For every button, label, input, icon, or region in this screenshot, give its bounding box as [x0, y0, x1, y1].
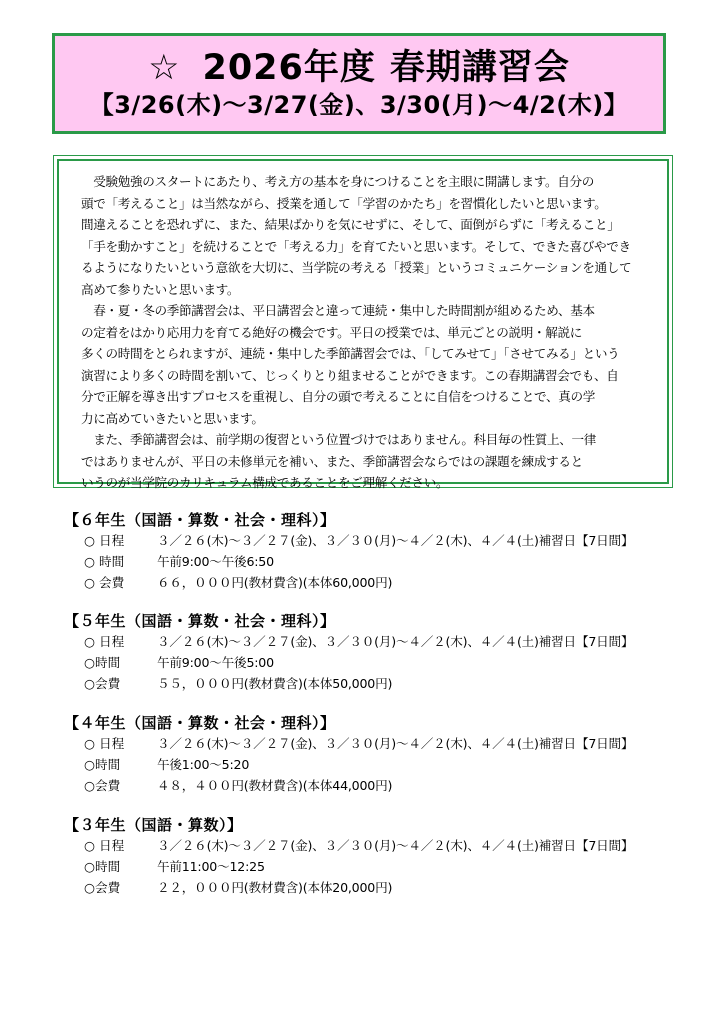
- intro-line: 間違えることを恐れずに、また、結果ばかりを気にせずに、そして、面倒がらずに「考えること」: [81, 217, 620, 232]
- intro-line: の定着をはかり応用力を育てる絶好の機会です。平日の授業では、単元ごとの説明・解説に: [81, 324, 582, 340]
- row-value: 午後1:00～5:20: [157, 757, 250, 772]
- schedule-row: [64, 733, 684, 754]
- intro-line: 演習により多くの時間を割いて、じっくりとり組ませることができます。この春期講習会でも、自: [81, 367, 619, 383]
- intro-line: 多くの時間をとられますが、連続・集中した季節講習会では、「してみせて」「させてみる」という: [81, 346, 620, 361]
- intro-line: 分で正解を導き出すプロセスを重視し、自分の頭で考えることに自信をつけることで、真の学: [81, 389, 595, 404]
- intro-line: また、季節講習会は、前学期の復習という位置づけではありません。科目毎の性質上、一律: [81, 432, 596, 447]
- intro-box: [53, 155, 673, 488]
- intro-line: 受験勉強のスタートにあたり、考え方の基本を身につけることを主眼に開講します。自分の: [81, 174, 594, 189]
- row-value: 午前9:00～午後5:00: [157, 655, 274, 670]
- row-label: ○会費: [84, 778, 121, 793]
- row-value: ３／２６(木)～３／２７(金)、３／３０(月)～４／２(木)、４／４(土)補習日【7日間】: [157, 736, 634, 751]
- row-label: ○時間: [84, 757, 121, 772]
- title-dates: 【3/26(木)～3/27(金)、3/30(月)～4/2(木)】: [89, 91, 629, 119]
- row-value: ３／２６(木)～３／２７(金)、３／３０(月)～４／２(木)、４／４(土)補習日【7日間】: [157, 533, 634, 548]
- row-label: ○時間: [84, 859, 121, 874]
- row-label: ○ 時間: [84, 554, 125, 569]
- row-label: ○ 日程: [84, 634, 125, 649]
- fee-row: [64, 572, 684, 593]
- row-value: ３／２６(木)～３／２７(金)、３／３０(月)～４／２(木)、４／４(土)補習日【7日間】: [157, 634, 634, 649]
- intro-text: [57, 159, 669, 490]
- fee-row: [64, 775, 684, 796]
- row-value: ３／２６(木)～３／２７(金)、３／３０(月)～４／２(木)、４／４(土)補習日【7日間】: [157, 838, 634, 853]
- time-row: [64, 754, 684, 775]
- intro-line: 春・夏・冬の季節講習会は、平日講習会と違って連続・集中した時間割が組めるため、基本: [81, 303, 595, 318]
- title-year: 2026年度: [202, 48, 376, 88]
- course-heading: 【３年生（国語・算数）】: [64, 816, 243, 834]
- row-label: ○会費: [84, 676, 121, 691]
- row-label: ○ 日程: [84, 838, 125, 853]
- row-value: ２２，０００円(教材費含)(本体20,000円): [157, 880, 393, 895]
- intro-line: 高めて参りたいと思います。: [81, 281, 240, 297]
- course-grade4: [64, 713, 684, 796]
- row-label: ○ 日程: [84, 736, 125, 751]
- course-grade3: [64, 815, 684, 898]
- row-value: ５５，０００円(教材費含)(本体50,000円): [157, 676, 393, 691]
- fee-row: [64, 673, 684, 694]
- intro-line: ではありませんが、平日の未修単元を補い、また、季節講習会ならではの課題を練成すると: [81, 453, 583, 469]
- intro-line: 力に高めていきたいと思います。: [81, 410, 264, 426]
- time-row: [64, 551, 684, 572]
- course-heading: 【５年生（国語・算数・社会・理科）】: [64, 612, 336, 630]
- intro-line: るようになりたいという意欲を大切に、当学院の考える「授業」というコミュニケーションを通して: [81, 260, 632, 275]
- time-row: [64, 652, 684, 673]
- schedule-row: [64, 530, 684, 551]
- row-label: ○会費: [84, 880, 121, 895]
- row-label: ○ 会費: [84, 575, 125, 590]
- intro-line: いうのが当学院のカリキュラム構成であることをご理解ください。: [81, 475, 449, 490]
- title-name: 春期講習会: [389, 48, 570, 88]
- row-label: ○ 日程: [84, 533, 125, 548]
- intro-line: 「手を動かすこと」を続けることで「考える力」を育てたいと思います。そして、できた喜びやでき: [81, 238, 631, 254]
- page-title: [55, 48, 663, 88]
- star-icon: ☆: [148, 48, 181, 88]
- schedule-row: [64, 835, 684, 856]
- course-grade5: [64, 611, 684, 694]
- schedule-row: [64, 631, 684, 652]
- row-value: 午前11:00～12:25: [157, 859, 265, 874]
- course-heading: 【４年生（国語・算数・社会・理科）】: [64, 714, 336, 732]
- course-heading: 【６年生（国語・算数・社会・理科）】: [64, 511, 336, 529]
- fee-row: [64, 877, 684, 898]
- time-row: [64, 856, 684, 877]
- row-value: ４８，４００円(教材費含)(本体44,000円): [157, 778, 393, 793]
- title-banner: [52, 33, 666, 134]
- row-value: ６６，０００円(教材費含)(本体60,000円): [157, 575, 393, 590]
- course-grade6: [64, 510, 684, 593]
- row-label: ○時間: [84, 655, 121, 670]
- intro-line: 頭で「考えること」は当然ながら、授業を通して「学習のかたち」を習慣化したいと思います。: [81, 195, 607, 211]
- row-value: 午前9:00～午後6:50: [157, 554, 274, 569]
